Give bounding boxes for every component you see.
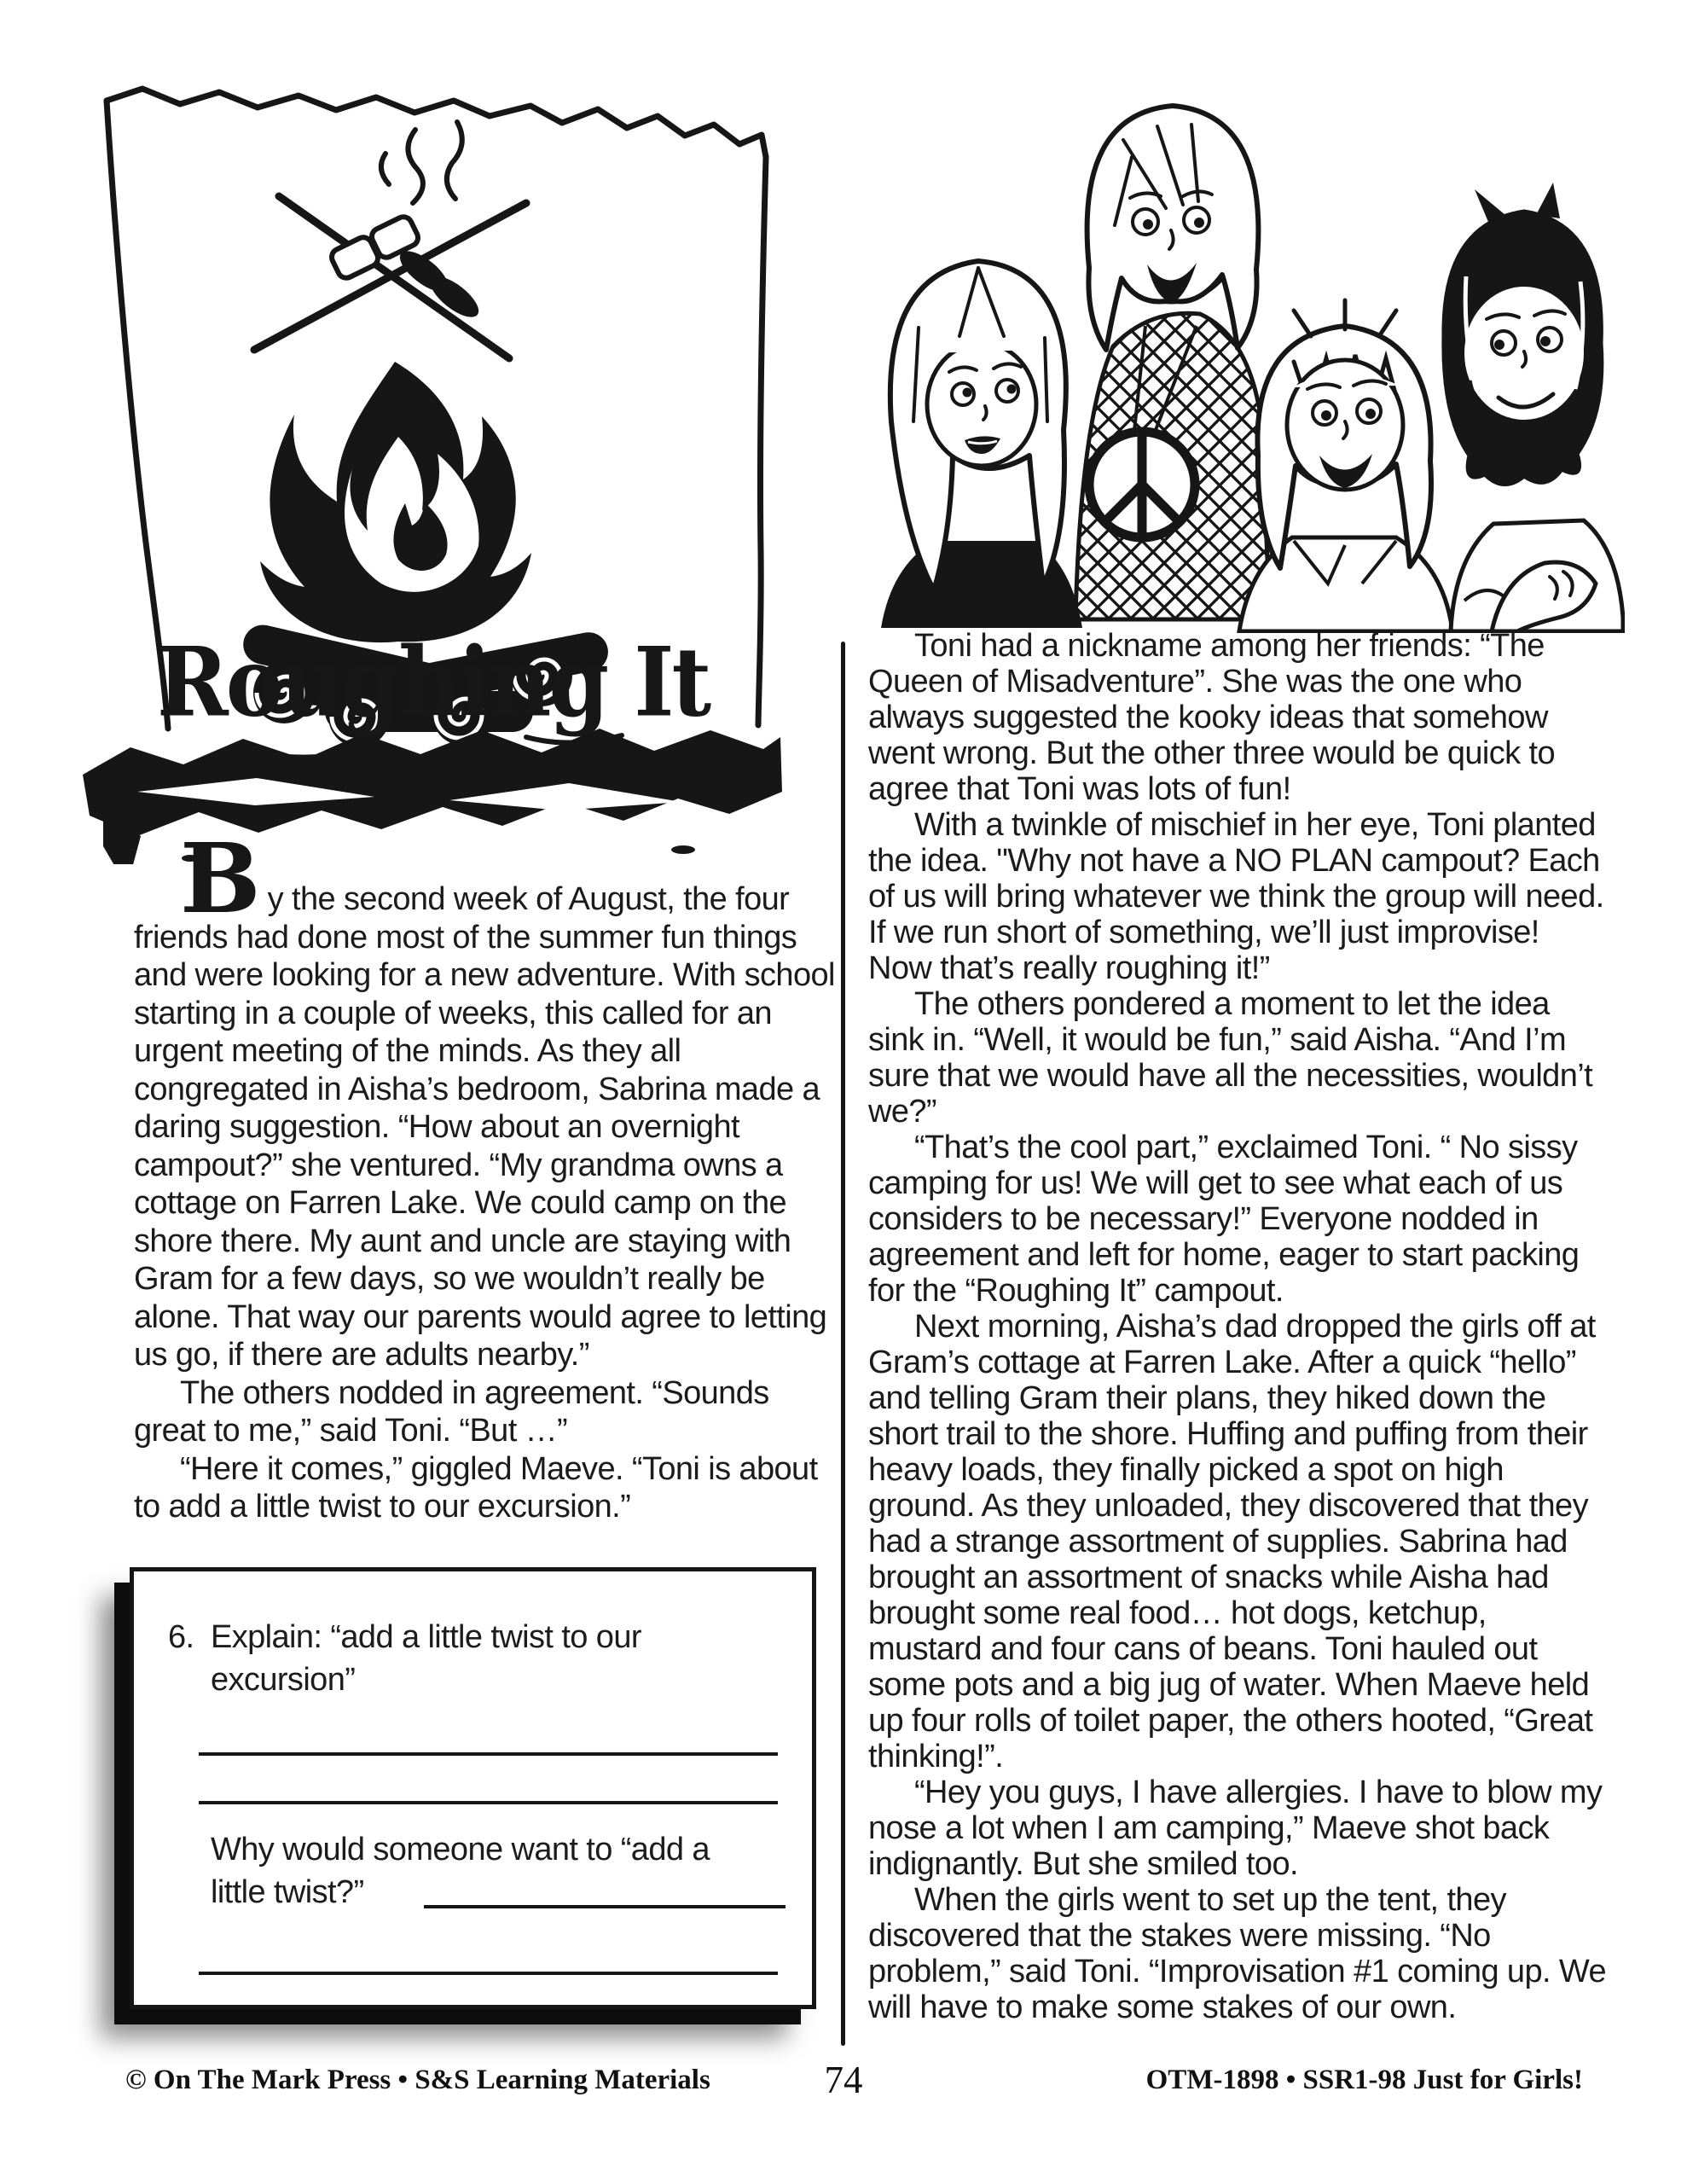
story-paragraph: When the girls went to set up the tent, they discovered that the stakes were missing. “No problem,” said Toni. “Improvisation #1 coming up. We will have to make some stakes of our own. — [868, 1882, 1607, 2025]
story-title: Roughing It — [156, 626, 710, 738]
story-paragraph: “That’s the cool part,” exclaimed Toni. “ No sissy camping for us! We will get to see what each of us considers to be necessary!” Everyone nodded in agreement and left for home, eager to start packing for the “Roughing It” campout. — [868, 1130, 1580, 1309]
story-left-column — [134, 823, 835, 1526]
campfire-panel — [81, 75, 785, 864]
page-footer — [0, 2054, 1687, 2114]
girl-right — [1444, 183, 1623, 631]
question-number: 6. — [168, 1619, 194, 1655]
question-followup — [211, 1828, 763, 1914]
campfire-illustration — [81, 75, 785, 864]
roasting-sticks — [254, 196, 526, 358]
page-number: 74 — [824, 2059, 863, 2101]
story-paragraph: The others nodded in agreement. “Sounds great to me,” said Toni. “But …” — [134, 1374, 769, 1449]
story-paragraph: The others pondered a moment to let the idea sink in. “Well, it would be fun,” said Aisha. “And I’m sure that we would have all the necessities, wouldn’t we?” — [868, 986, 1593, 1130]
girls-illustration — [832, 53, 1625, 633]
story-right-column — [868, 628, 1607, 2025]
girl-front-center — [1239, 300, 1452, 631]
question-prompt: Explain: “add a little twist to our excursion” — [211, 1619, 641, 1698]
story-paragraph — [134, 823, 835, 1374]
column-divider — [841, 642, 845, 2046]
campfire-flames — [260, 362, 531, 642]
smoke-icon — [381, 122, 462, 203]
story-paragraph: With a twinkle of mischief in her eye, Toni planted the idea. "Why not have a NO PLAN campout? Each of us will bring whatever we think the group will need. If we run short of something, we’ll just improvise! Now that’s really roughing it!” — [868, 807, 1604, 986]
story-paragraph: Toni had a nickname among her friends: “The Queen of Misadventure”. She was the one who always suggested the kooky ideas that somehow went wrong. But the other three would be quick to agree that Toni was lots of fun! — [868, 628, 1555, 807]
drop-cap: B — [180, 823, 261, 935]
answer-line-3 — [199, 1937, 778, 1975]
question-box — [130, 1567, 816, 2009]
girl-back-center — [1075, 106, 1270, 619]
story-paragraph: “Here it comes,” giggled Maeve. “Toni is about to add a little twist to our excursion.” — [134, 1450, 818, 1525]
footer-product-code: OTM-1898 • SSR1-98 Just for Girls! — [1145, 2065, 1583, 2095]
story-paragraph: Next morning, Aisha’s dad dropped the girls off at Gram’s cottage at Farren Lake. After a quick “hello” and telling Gram their plans, they hiked down the short trail to the shore. Huffing and puffing from their heavy loads, they finally picked a spot on high ground. As they unloaded, they discovered that they had a strange assortment of supplies. Sabrina had brought an assortment of snacks while Aisha had brought some real food… hot dogs, ketchup, mustard and four cans of beans. Toni hauled out some pots and a big jug of water. When Maeve held up four rolls of toilet paper, the others hooted, “Great thinking!”. — [868, 1309, 1596, 1774]
answer-line-inline — [424, 1905, 786, 1908]
story-text: y the second week of August, the four friends had done most of the summer fun things and were looking for a new adventure. With school starting in a couple of weeks, this called for an urgent meeting of the minds. As they all congregated in Aisha’s bedroom, Sabrina made a daring suggestion. “How about an overnight campout?” she ventured. “My grandma owns a cottage on Farren Lake. We could camp on the shore there. My aunt and uncle are staying with Gram for a few days, so we wouldn’t really be alone. That way our parents would agree to letting us go, if there are adults nearby.” — [134, 881, 835, 1373]
question-followup-text: Why would someone want to “add a little twist?” — [211, 1832, 710, 1910]
answer-line-2 — [199, 1756, 778, 1804]
story-paragraph: “Hey you guys, I have allergies. I have to blow my nose a lot when I am camping,” Maeve shot back indignantly. But she smiled too. — [868, 1774, 1603, 1882]
answer-line-1 — [199, 1713, 778, 1756]
four-girls-drawing — [832, 53, 1625, 633]
footer-publisher: © On The Mark Press • S&S Learning Materials — [125, 2065, 710, 2095]
girl-left — [881, 261, 1082, 628]
